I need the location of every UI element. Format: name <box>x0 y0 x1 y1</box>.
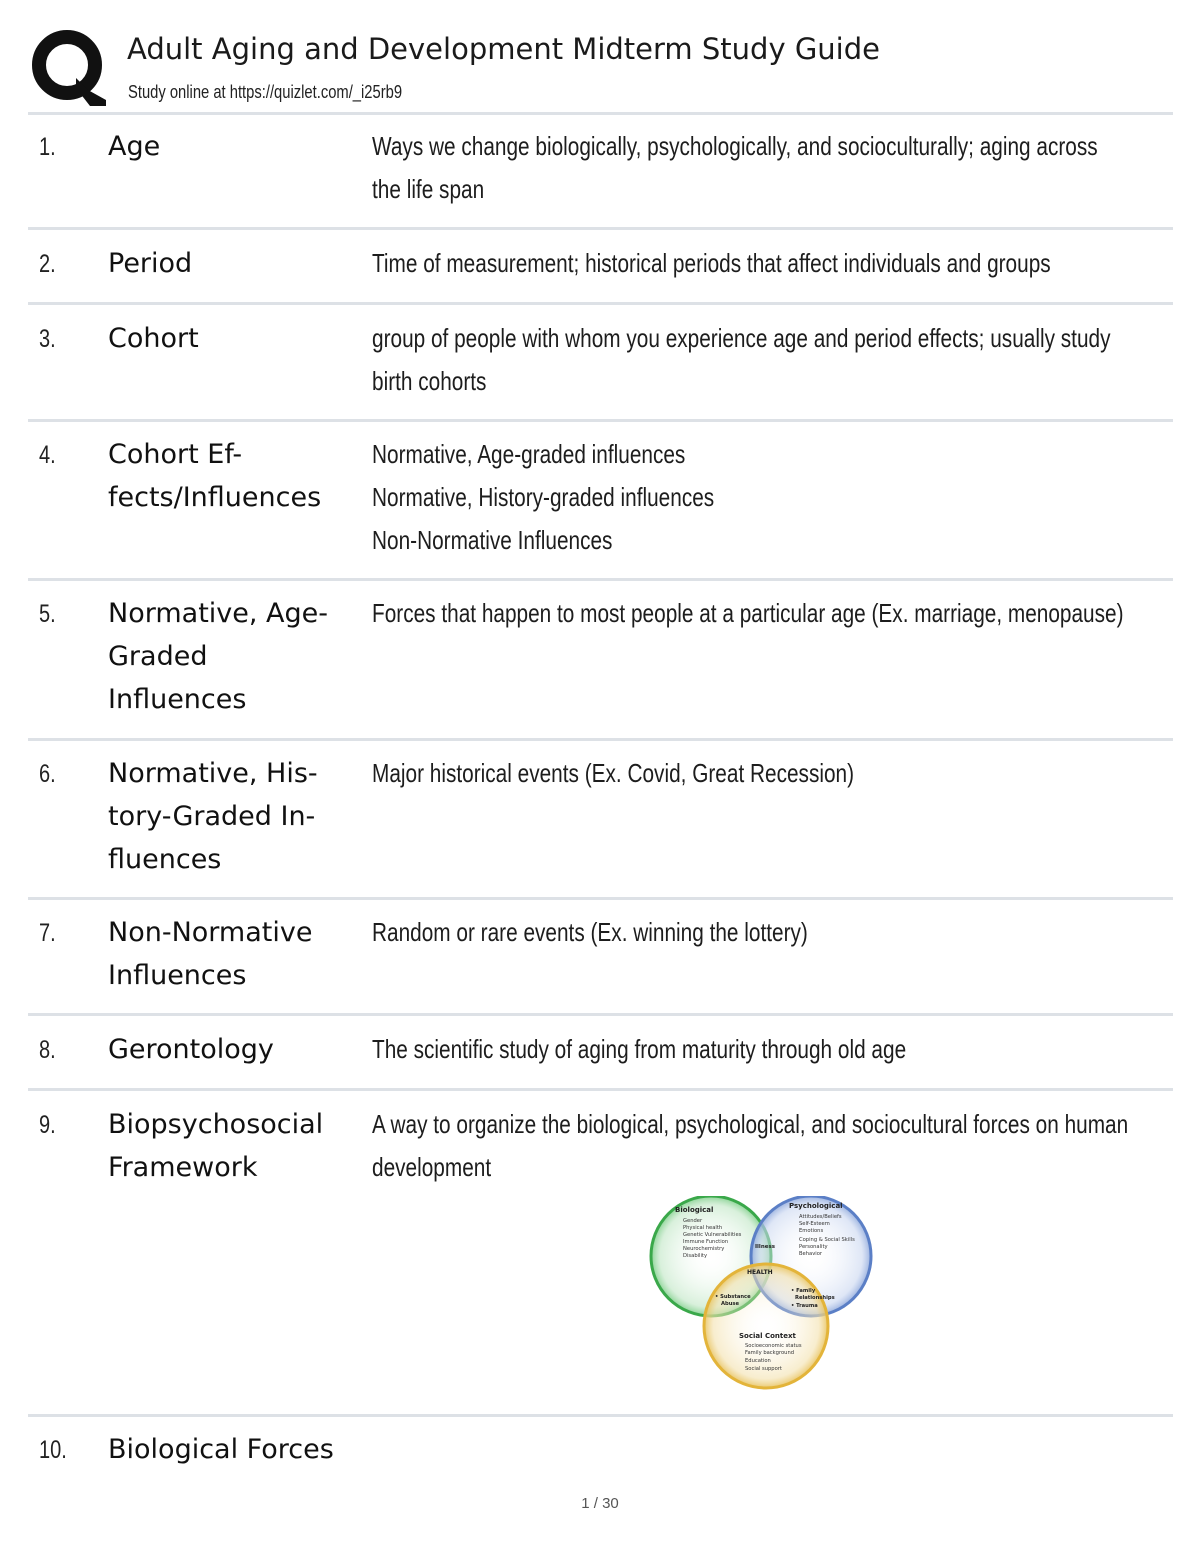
definition-line: Forces that happen to most people at a particular age (Ex. marriage, menopause) <box>372 598 1124 628</box>
card-definition <box>372 1028 1156 1071</box>
card-number: 6. <box>39 760 56 788</box>
card-definition <box>372 592 1156 635</box>
social-context-item: Family background <box>745 1350 795 1356</box>
divider <box>28 1013 1173 1016</box>
overlap-bio-psy-label: Illness <box>755 1244 776 1250</box>
social-context-item: Social support <box>745 1366 782 1372</box>
card-term: Gerontology <box>108 1034 274 1065</box>
overlap-psy-social-label: • Trauma <box>791 1303 818 1309</box>
definition-line: The scientific study of aging from maturity through old age <box>372 1034 907 1064</box>
biological-item: Genetic Vulnerabilities <box>683 1232 742 1238</box>
definition-line: Normative, Age-graded influences <box>372 439 686 469</box>
card-term: Biological Forces <box>108 1434 334 1465</box>
card-term: Cohort Ef-fects/Influences <box>108 439 322 513</box>
divider <box>28 302 1173 305</box>
overlap-psy-social-label: Relationships <box>795 1295 835 1301</box>
card-number: 8. <box>39 1036 56 1064</box>
card-term: Age <box>108 131 161 162</box>
card-number: 10. <box>39 1436 67 1464</box>
card-number: 5. <box>39 600 56 628</box>
overlap-bio-social-label: Abuse <box>721 1301 740 1307</box>
social-context-label: Social Context <box>739 1332 796 1340</box>
divider <box>28 419 1173 422</box>
divider <box>28 738 1173 741</box>
card-term: Non-Normative Influences <box>108 917 313 991</box>
definition-line: A way to organize the biological, psychological, and sociocultural forces on human <box>372 1109 1129 1139</box>
page-title: Adult Aging and Development Midterm Study Guide <box>127 32 880 66</box>
card-term: Normative, His-tory-Graded In-fluences <box>108 758 318 875</box>
psychological-item: Emotions <box>799 1228 824 1234</box>
definition-line: Random or rare events (Ex. winning the lottery) <box>372 917 808 947</box>
biological-item: Physical health <box>683 1225 723 1231</box>
biological-label: Biological <box>675 1206 714 1214</box>
definition-line: the life span <box>372 174 485 204</box>
card-number: 4. <box>39 441 56 469</box>
overlap-bio-social-label: • Substance <box>715 1294 751 1300</box>
study-online-link[interactable]: Study online at https://quizlet.com/_i25rb9 <box>128 82 403 102</box>
social-context-item: Education <box>745 1358 771 1364</box>
card-definition <box>372 125 1156 211</box>
biopsychosocial-venn-diagram <box>643 1196 879 1392</box>
divider <box>28 578 1173 581</box>
definition-line: Non-Normative Influences <box>372 525 613 555</box>
biological-item: Gender <box>683 1218 703 1224</box>
divider <box>28 227 1173 230</box>
definition-line: development <box>372 1152 492 1182</box>
document-header <box>30 28 1175 110</box>
divider <box>28 1414 1173 1417</box>
psychological-item: Personality <box>799 1244 828 1250</box>
card-number: 7. <box>39 919 56 947</box>
psychological-item: Self-Esteem <box>799 1221 830 1227</box>
card-term: Cohort <box>108 323 199 354</box>
card-number: 9. <box>39 1111 56 1139</box>
card-term: Period <box>108 248 193 279</box>
biological-item: Immune Function <box>683 1239 729 1245</box>
card-definition <box>372 433 1156 562</box>
definition-line: group of people with whom you experience age and period effects; usually study <box>372 323 1111 353</box>
card-definition <box>372 752 1156 795</box>
psychological-label: Psychological <box>789 1202 843 1210</box>
psychological-item: Attitudes/Beliefs <box>799 1214 842 1220</box>
divider <box>28 1088 1173 1091</box>
psychological-item: Behavior <box>799 1251 823 1257</box>
biological-item: Disability <box>683 1253 708 1259</box>
card-definition <box>372 911 1156 954</box>
card-definition <box>372 1103 1156 1189</box>
psychological-item: Coping & Social Skills <box>799 1237 855 1243</box>
card-term: Biopsychosocial Framework <box>108 1109 324 1183</box>
card-definition <box>372 242 1156 285</box>
overlap-psy-social-label: • Family <box>791 1288 816 1294</box>
definition-line: Time of measurement; historical periods that affect individuals and groups <box>372 248 1051 278</box>
card-definition <box>372 317 1156 403</box>
divider <box>28 897 1173 900</box>
quizlet-logo-icon <box>30 28 108 106</box>
card-term: Normative, Age-Graded Influences <box>108 598 328 715</box>
page-number: 1 / 30 <box>581 1495 619 1512</box>
definition-line: Normative, History-graded influences <box>372 482 715 512</box>
definition-line: Major historical events (Ex. Covid, Great Recession) <box>372 758 855 788</box>
social-context-item: Socioeconomic status <box>745 1343 802 1349</box>
definition-line: birth cohorts <box>372 366 487 396</box>
definition-line: Ways we change biologically, psychologically, and socioculturally; aging across <box>372 131 1098 161</box>
card-number: 2. <box>39 250 56 278</box>
biological-item: Neurochemistry <box>683 1246 725 1252</box>
card-number: 3. <box>39 325 56 353</box>
card-number: 1. <box>39 133 56 161</box>
divider <box>28 112 1173 115</box>
venn-center-label: HEALTH <box>747 1269 773 1276</box>
